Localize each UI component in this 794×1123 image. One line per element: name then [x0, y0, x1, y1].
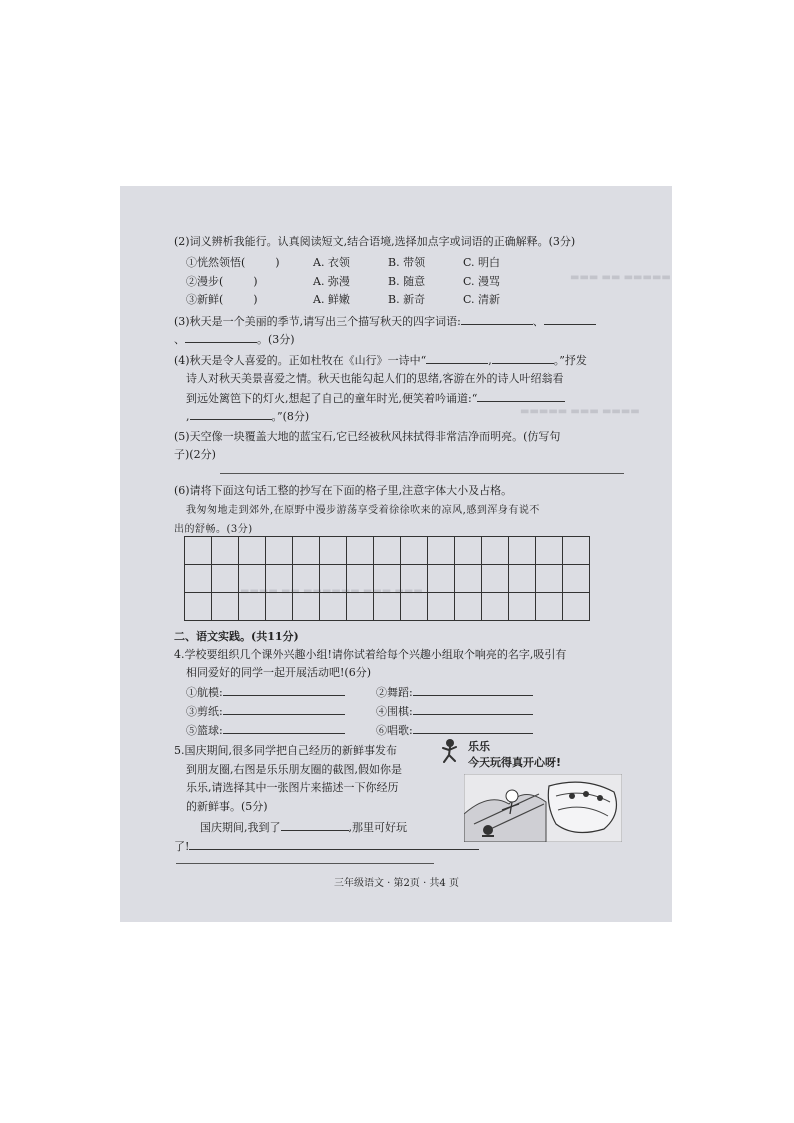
- group-dance: ②舞蹈:: [376, 684, 533, 700]
- grid-cell[interactable]: [563, 537, 590, 565]
- grid-cell[interactable]: [428, 537, 455, 565]
- q2-item-2-option-c: C. 漫骂: [463, 275, 501, 288]
- q3-blank-2[interactable]: [544, 313, 596, 325]
- grid-row: [185, 593, 590, 621]
- grid-cell[interactable]: [428, 565, 455, 593]
- group-singing: ⑥唱歌:: [376, 722, 533, 738]
- grid-cell[interactable]: [509, 537, 536, 565]
- exam-sheet: [120, 186, 672, 922]
- q2-item-1-option-a: A. 衣领: [313, 256, 350, 269]
- grid-cell[interactable]: [320, 565, 347, 593]
- grid-cell[interactable]: [455, 593, 482, 621]
- q5b-blank-place[interactable]: [281, 819, 349, 831]
- grid-cell[interactable]: [347, 537, 374, 565]
- grid-cell[interactable]: [239, 537, 266, 565]
- grid-cell[interactable]: [266, 537, 293, 565]
- q6-sentence-line-1: 我匆匆地走到郊外,在原野中漫步游荡享受着徐徐吹来的凉风,感到浑身有说不: [186, 505, 540, 516]
- q3-line-2: 、 。(3分): [174, 333, 295, 346]
- grid-cell[interactable]: [509, 593, 536, 621]
- q3-blank-1[interactable]: [461, 313, 533, 325]
- grid-cell[interactable]: [293, 593, 320, 621]
- grid-cell[interactable]: [482, 593, 509, 621]
- group-singing-blank[interactable]: [413, 722, 533, 734]
- grid-cell[interactable]: [536, 537, 563, 565]
- q5b-line-3: 乐乐,请选择其中一张图片来描述一下你经历: [186, 781, 399, 794]
- grid-cell[interactable]: [185, 537, 212, 565]
- group-basketball: ⑤篮球:: [186, 722, 345, 738]
- q2-item-3-option-b: B. 新奇: [388, 293, 426, 306]
- q3-blank-3[interactable]: [185, 331, 257, 343]
- copy-writing-grid[interactable]: [184, 536, 590, 621]
- q2-item-3-option-a: A. 鲜嫩: [313, 293, 350, 306]
- moment-user-name: 乐乐: [468, 740, 490, 753]
- grid-cell[interactable]: [212, 593, 239, 621]
- group-paper-cutting-blank[interactable]: [223, 703, 345, 715]
- q6-title: (6)请将下面这句话工整的抄写在下面的格子里,注意字体大小及占格。: [174, 484, 513, 497]
- section-2-heading: 二、语文实践。(共11分): [174, 630, 299, 643]
- grid-cell[interactable]: [293, 537, 320, 565]
- grid-cell[interactable]: [536, 593, 563, 621]
- grid-cell[interactable]: [374, 593, 401, 621]
- q4-line-2: 诗人对秋天美景喜爱之情。秋天也能勾起人们的思绪,客游在外的诗人叶绍翁看: [186, 372, 564, 385]
- q2-item-1-option-c: C. 明白: [463, 256, 501, 269]
- grid-cell[interactable]: [482, 565, 509, 593]
- group-go-blank[interactable]: [413, 703, 533, 715]
- q4-line-4: , 。”(8分): [186, 410, 310, 423]
- moment-caption: 今天玩得真开心呀!: [468, 756, 562, 769]
- grid-cell[interactable]: [455, 565, 482, 593]
- grid-cell[interactable]: [293, 565, 320, 593]
- group-model-plane: ①航模:: [186, 684, 345, 700]
- q5b-line-4: 的新鲜事。(5分): [186, 800, 268, 813]
- grid-cell[interactable]: [374, 565, 401, 593]
- grid-cell[interactable]: [239, 593, 266, 621]
- bleed-through-text: ▬▬▬▬ ▬▬ ▬▬▬▬▬▬ ▬▬▬ ▬▬▬: [240, 586, 423, 597]
- q2-item-3-option-c: C. 清新: [463, 293, 501, 306]
- grid-cell[interactable]: [455, 537, 482, 565]
- grid-cell[interactable]: [266, 565, 293, 593]
- grid-cell[interactable]: [482, 537, 509, 565]
- amusement-park-illustration: [464, 774, 622, 842]
- grid-row: [185, 537, 590, 565]
- group-paper-cutting: ③剪纸:: [186, 703, 345, 719]
- friend-circle-card: [438, 738, 628, 842]
- group-go: ④围棋:: [376, 703, 533, 719]
- q5-answer-line[interactable]: [220, 473, 624, 474]
- q4-blank-2[interactable]: [492, 352, 554, 364]
- q4-blank-3[interactable]: [477, 390, 565, 402]
- page-footer: 三年级语文 · 第2页 · 共4 页: [334, 878, 459, 889]
- q2-item-2-option-b: B. 随意: [388, 275, 426, 288]
- q5-line-1: (5)天空像一块覆盖大地的蓝宝石,它已经被秋风抹拭得非常洁净而明亮。(仿写句: [174, 430, 561, 443]
- grid-cell[interactable]: [185, 565, 212, 593]
- grid-cell[interactable]: [563, 565, 590, 593]
- grid-cell[interactable]: [320, 593, 347, 621]
- grid-cell[interactable]: [401, 565, 428, 593]
- q2-item-3-word: ③新鲜( ): [186, 293, 258, 306]
- q6-sentence-line-2: 出的舒畅。(3分): [174, 524, 253, 535]
- group-model-plane-blank[interactable]: [223, 684, 345, 696]
- grid-cell[interactable]: [347, 565, 374, 593]
- grid-cell[interactable]: [401, 537, 428, 565]
- q2-item-2-option-a: A. 弥漫: [313, 275, 350, 288]
- grid-cell[interactable]: [266, 593, 293, 621]
- q2-item-2-word: ②漫步( ): [186, 275, 258, 288]
- grid-cell[interactable]: [509, 565, 536, 593]
- grid-cell[interactable]: [347, 593, 374, 621]
- q5b-answer-line-1: 国庆期间,我到了 ,那里可好玩: [200, 821, 407, 834]
- q4-blank-4[interactable]: [190, 408, 272, 420]
- q5b-answer-line-2: 了!: [174, 838, 479, 854]
- grid-cell[interactable]: [212, 537, 239, 565]
- q5-line-2: 子)(2分): [174, 448, 216, 461]
- grid-cell[interactable]: [563, 593, 590, 621]
- grid-cell[interactable]: [401, 593, 428, 621]
- q2-title: (2)词义辨析我能行。认真阅读短文,结合语境,选择加点字或词语的正确解释。(3分): [174, 235, 576, 248]
- q4b-line-2: 相同爱好的同学一起开展活动吧!(6分): [186, 666, 372, 679]
- group-basketball-blank[interactable]: [223, 722, 345, 734]
- grid-cell[interactable]: [239, 565, 266, 593]
- running-kid-icon: [438, 738, 462, 764]
- q5b-blank-line-2[interactable]: [189, 838, 479, 850]
- grid-cell[interactable]: [212, 565, 239, 593]
- grid-row: [185, 565, 590, 593]
- bleed-through-text: ▬▬▬▬▬ ▬▬▬ ▬▬▬▬: [520, 406, 640, 417]
- q4b-line-1: 4.学校要组织几个课外兴趣小组!请你试着给每个兴趣小组取个响亮的名字,吸引有: [174, 648, 567, 661]
- q3-line-1: (3)秋天是一个美丽的季节,请写出三个描写秋天的四字词语: 、: [174, 313, 596, 329]
- grid-cell[interactable]: [320, 537, 347, 565]
- bleed-through-text: ▬▬▬ ▬▬ ▬▬▬▬▬: [570, 272, 671, 283]
- q4-line-3: 到远处篱笆下的灯火,想起了自己的童年时光,便笑着吟诵道:“: [186, 390, 565, 406]
- q4-line-1: (4)秋天是令人喜爱的。正如杜牧在《山行》一诗中“ , 。”抒发: [174, 354, 587, 367]
- q2-item-1-word: ①恍然领悟( ): [186, 256, 280, 269]
- q5b-line-2: 到朋友圈,右图是乐乐朋友圈的截图,假如你是: [186, 763, 402, 776]
- grid-cell[interactable]: [185, 593, 212, 621]
- q4-blank-1[interactable]: [426, 352, 488, 364]
- group-dance-blank[interactable]: [413, 684, 533, 696]
- grid-cell[interactable]: [428, 593, 455, 621]
- q2-item-1-option-b: B. 带领: [388, 256, 426, 269]
- q5b-answer-line-3[interactable]: [176, 863, 434, 864]
- q5b-line-1: 5.国庆期间,很多同学把自己经历的新鲜事发布: [174, 744, 397, 757]
- grid-cell[interactable]: [536, 565, 563, 593]
- grid-cell[interactable]: [374, 537, 401, 565]
